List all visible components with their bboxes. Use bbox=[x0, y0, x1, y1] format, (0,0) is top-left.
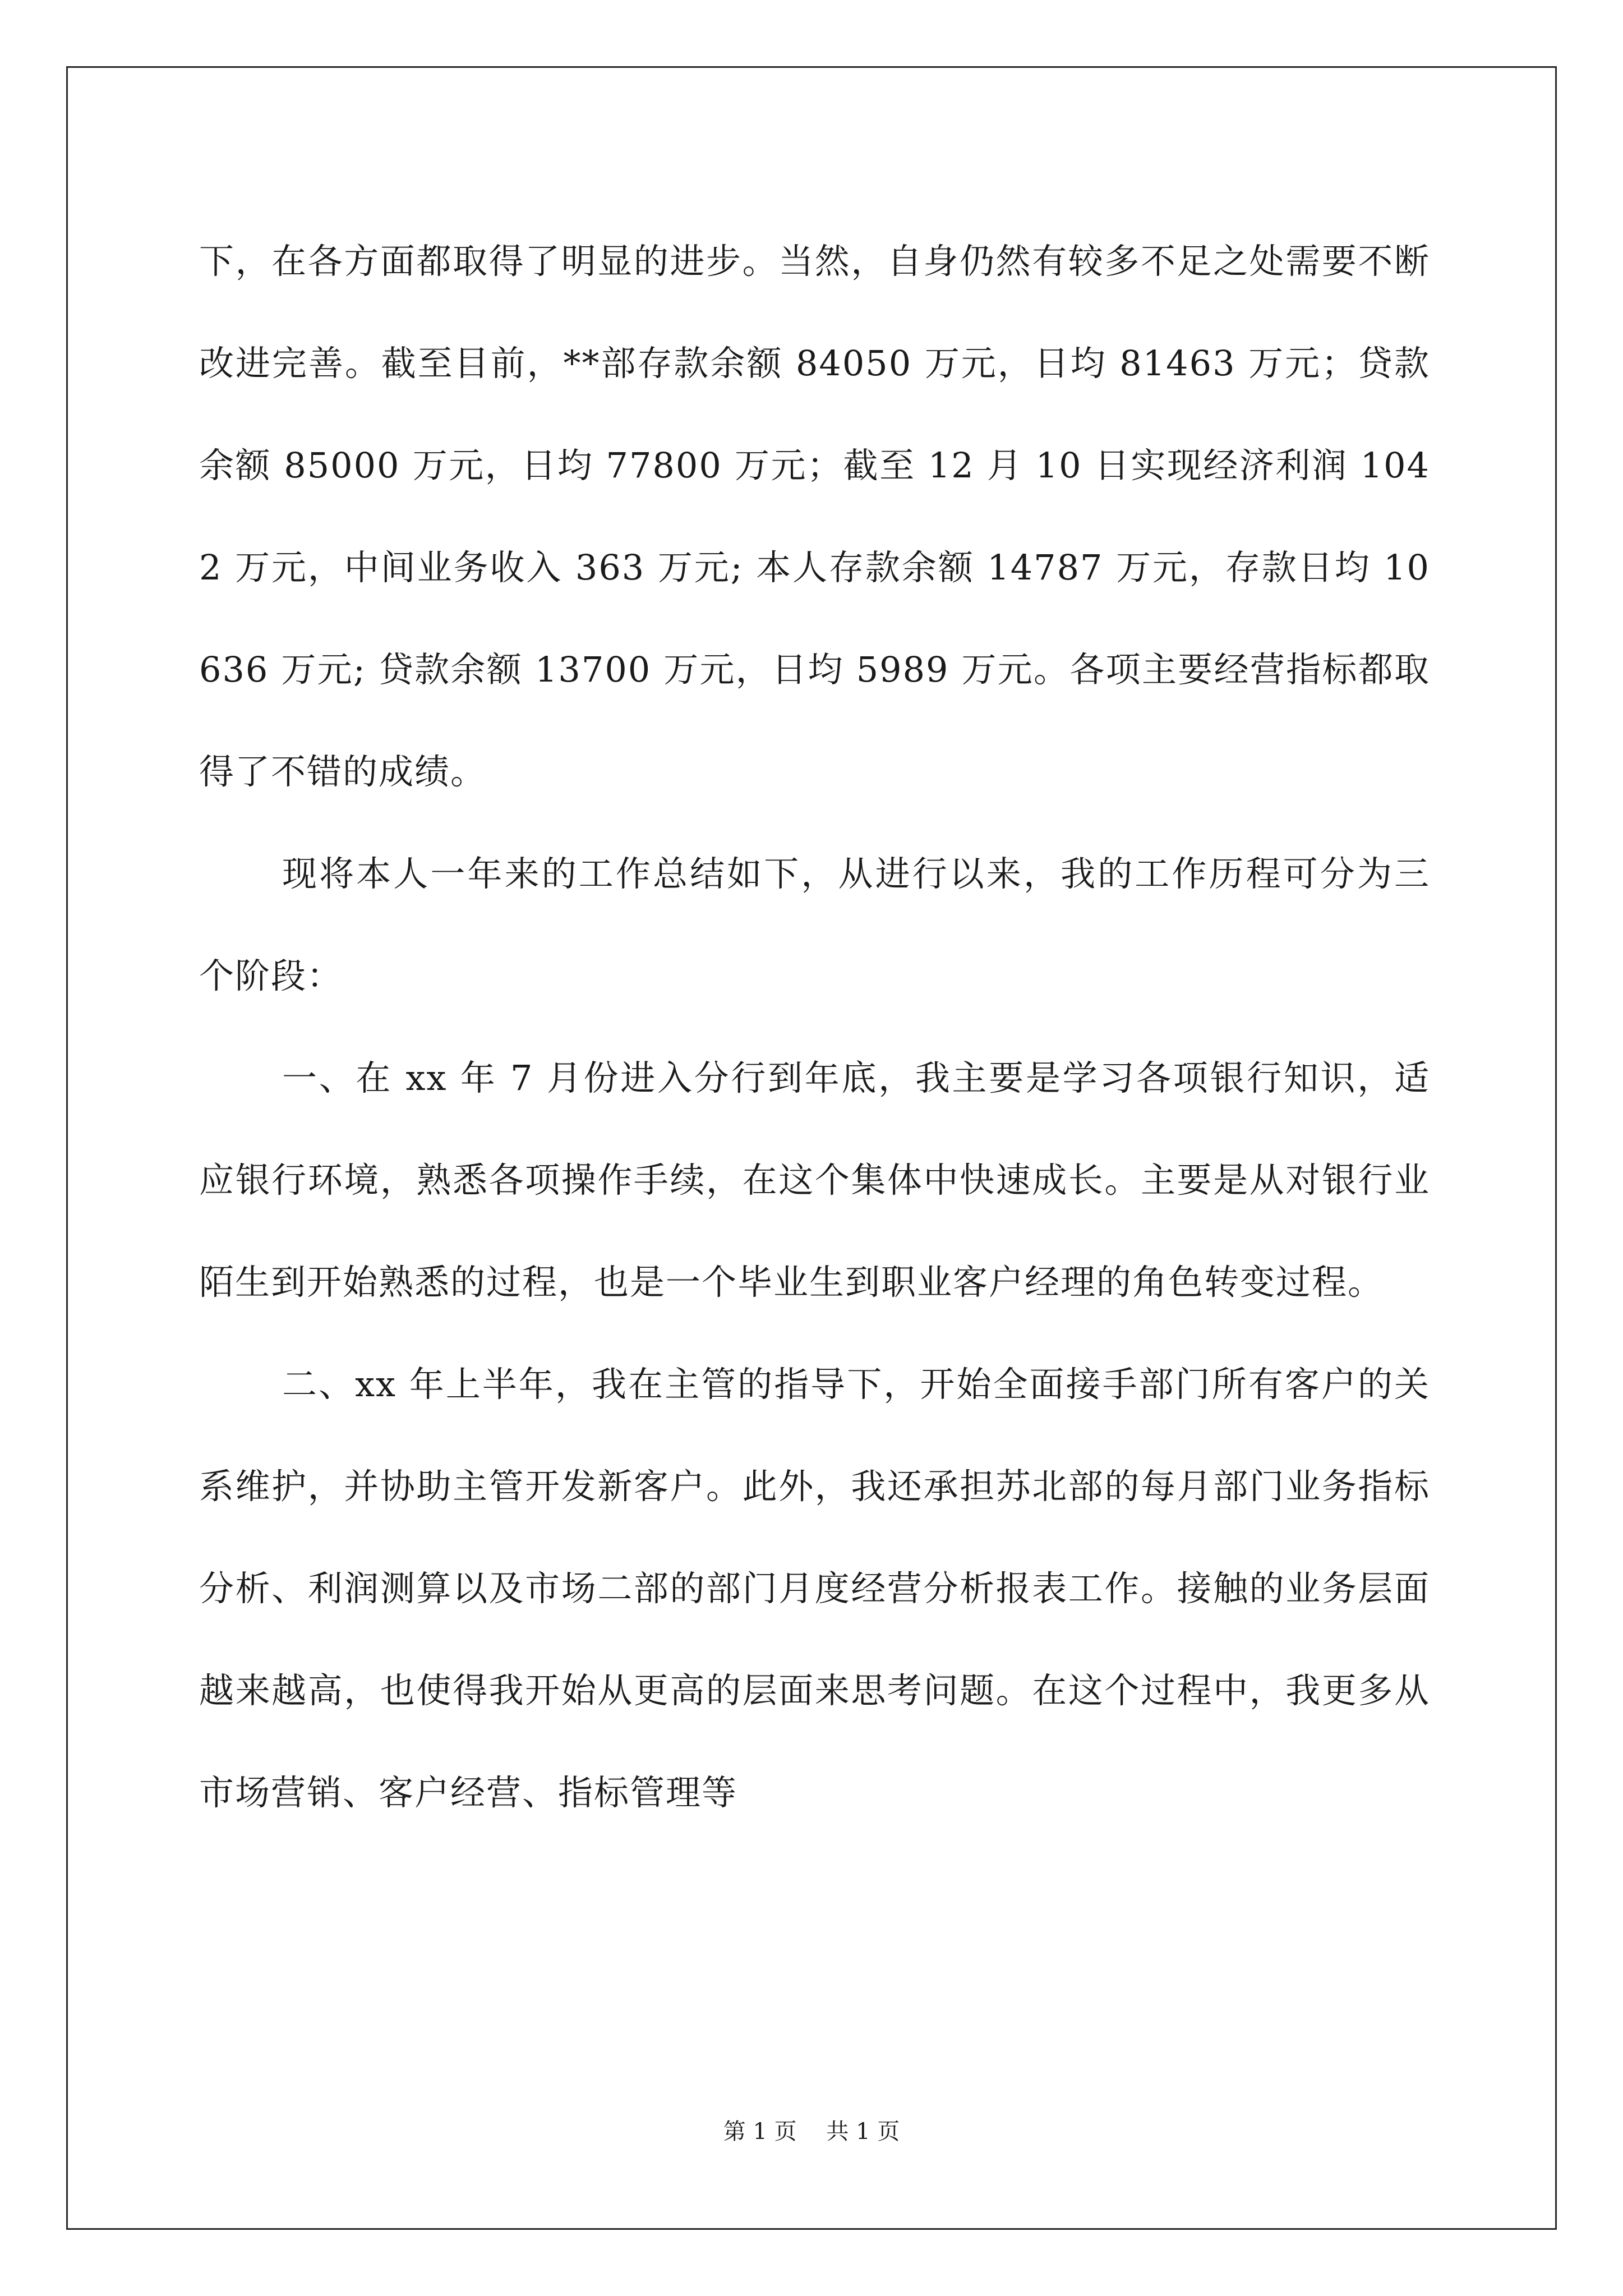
document-body bbox=[199, 210, 1430, 1844]
page-total: 共 1 页 bbox=[826, 2119, 900, 2145]
page-number: 第 1 页 bbox=[723, 2119, 797, 2145]
paragraph-3: 一、在 xx 年 7 月份进入分行到年底，我主要是学习各项银行知识，适应银行环境，熟悉各项操作手续，在这个集体中快速成长。主要是从对银行业陌生到开始熟悉的过程，也是一个毕业生到职业客户经理的角色转变过程。 bbox=[199, 1057, 1430, 1303]
paragraph-2: 现将本人一年来的工作总结如下，从进行以来，我的工作历程可分为三个阶段： bbox=[199, 853, 1430, 996]
page-footer bbox=[0, 2118, 1623, 2146]
paragraph-1: 下，在各方面都取得了明显的进步。当然，自身仍然有较多不足之处需要不断改进完善。截至目前，**部存款余额 84050 万元，日均 81463 万元；贷款余额 85000 万元，日均 77800 万元；截至 12 月 10 日实现经济利润 1042 万元，中间业务收入 363 万元; 本人存款余额 14787 万元，存款日均 10636 万元; 贷款余额 13700 万元，日均 5989 万元。各项主要经营指标都取得了不错的成绩。 bbox=[199, 241, 1430, 792]
paragraph-4: 二、xx 年上半年，我在主管的指导下，开始全面接手部门所有客户的关系维护，并协助主管开发新客户。此外，我还承担苏北部的每月部门业务指标分析、利润测算以及市场二部的部门月度经营分析报表工作。接触的业务层面越来越高，也使得我开始从更高的层面来思考问题。在这个过程中，我更多从市场营销、客户经营、指标管理等 bbox=[199, 1364, 1430, 1813]
